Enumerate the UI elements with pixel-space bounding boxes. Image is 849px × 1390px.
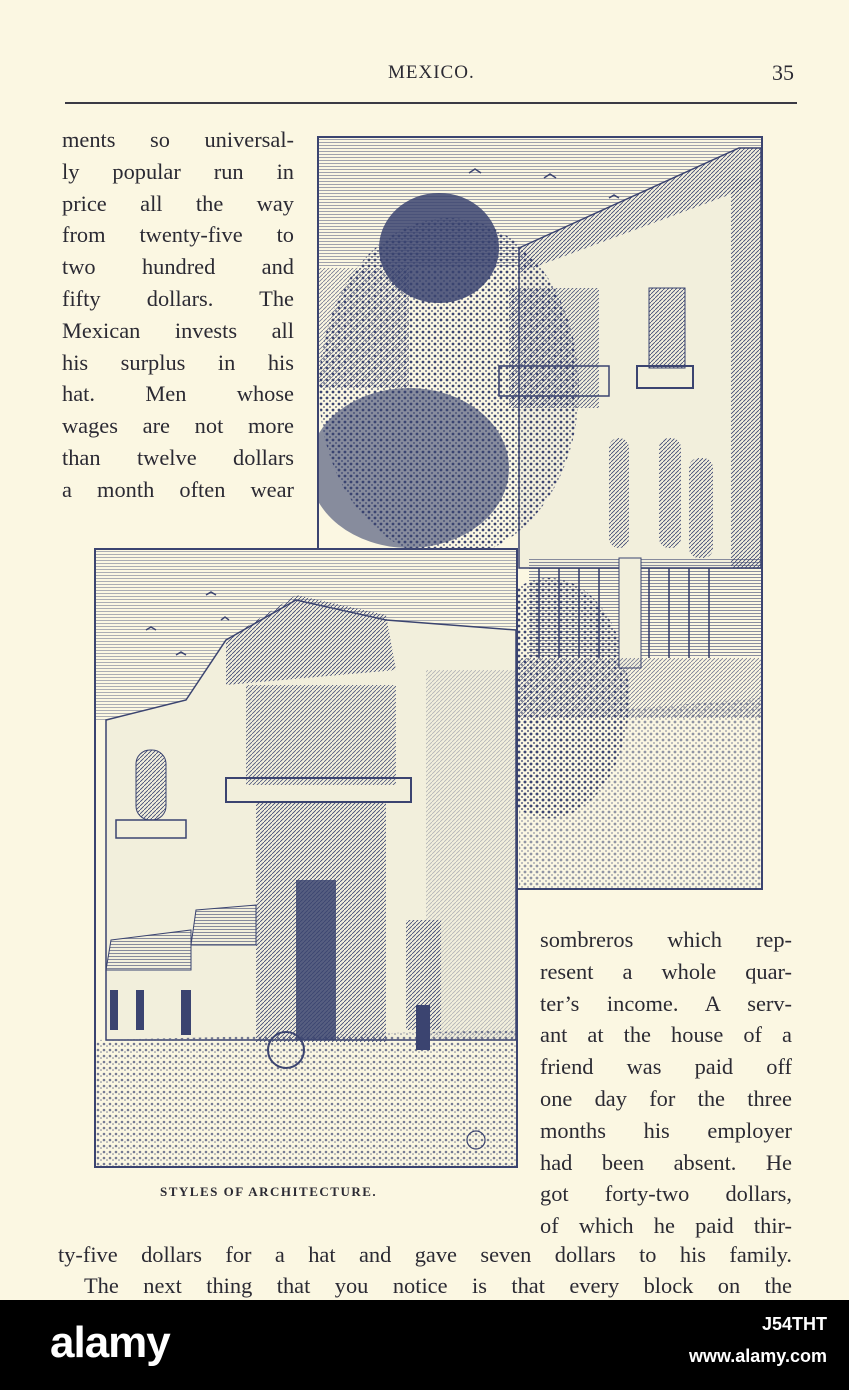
text-line: from twenty-five to bbox=[62, 222, 294, 248]
text-line: months his employer bbox=[540, 1117, 792, 1143]
text-line: fifty dollars. The bbox=[62, 285, 294, 311]
text-line: than twelve dollars bbox=[62, 444, 294, 470]
left-text-column bbox=[62, 124, 294, 506]
text-line: of which he paid thir- bbox=[540, 1213, 792, 1239]
text-line: friend was paid off bbox=[540, 1054, 792, 1080]
text-line: resent a whole quar- bbox=[540, 958, 792, 984]
text-line: wages are not more bbox=[62, 413, 294, 439]
header-rule bbox=[65, 102, 797, 104]
figure-caption: STYLES OF ARCHITECTURE. bbox=[160, 1184, 378, 1199]
facade-illustration bbox=[94, 548, 518, 1168]
text-line: ter’s income. A serv- bbox=[540, 990, 792, 1016]
text-line: two hundred and bbox=[62, 254, 294, 280]
text-line: had been absent. He bbox=[540, 1149, 792, 1175]
text-line: one day for the three bbox=[540, 1085, 792, 1111]
text-line: his surplus in his bbox=[62, 349, 294, 375]
text-line: Mexican invests all bbox=[62, 317, 294, 343]
text-line: price all the way bbox=[62, 190, 294, 216]
text-line: sombreros which rep- bbox=[540, 927, 792, 952]
text-line: ly popular run in bbox=[62, 158, 294, 184]
page-number: 35 bbox=[772, 60, 794, 85]
right-text-column bbox=[540, 924, 792, 1242]
watermark-image-id: J54THT bbox=[761, 1314, 827, 1334]
text-line: ty-five dollars for a hat and gave seven dollars to his family. bbox=[58, 1242, 792, 1267]
running-head bbox=[0, 62, 849, 88]
text-line: ant at the house of a bbox=[540, 1022, 792, 1048]
watermark-url: www.alamy.com bbox=[688, 1346, 827, 1366]
watermark-bar bbox=[0, 1300, 849, 1390]
watermark-logo: alamy bbox=[50, 1318, 170, 1367]
text-line: The next thing that you notice is that every block on the bbox=[84, 1273, 792, 1298]
text-line: hat. Men whose bbox=[62, 381, 294, 407]
text-line: ments so universal- bbox=[62, 127, 294, 152]
text-line: a month often wear bbox=[62, 476, 294, 502]
text-line: got forty-two dollars, bbox=[540, 1181, 792, 1207]
running-head-title: MEXICO. bbox=[388, 62, 475, 83]
